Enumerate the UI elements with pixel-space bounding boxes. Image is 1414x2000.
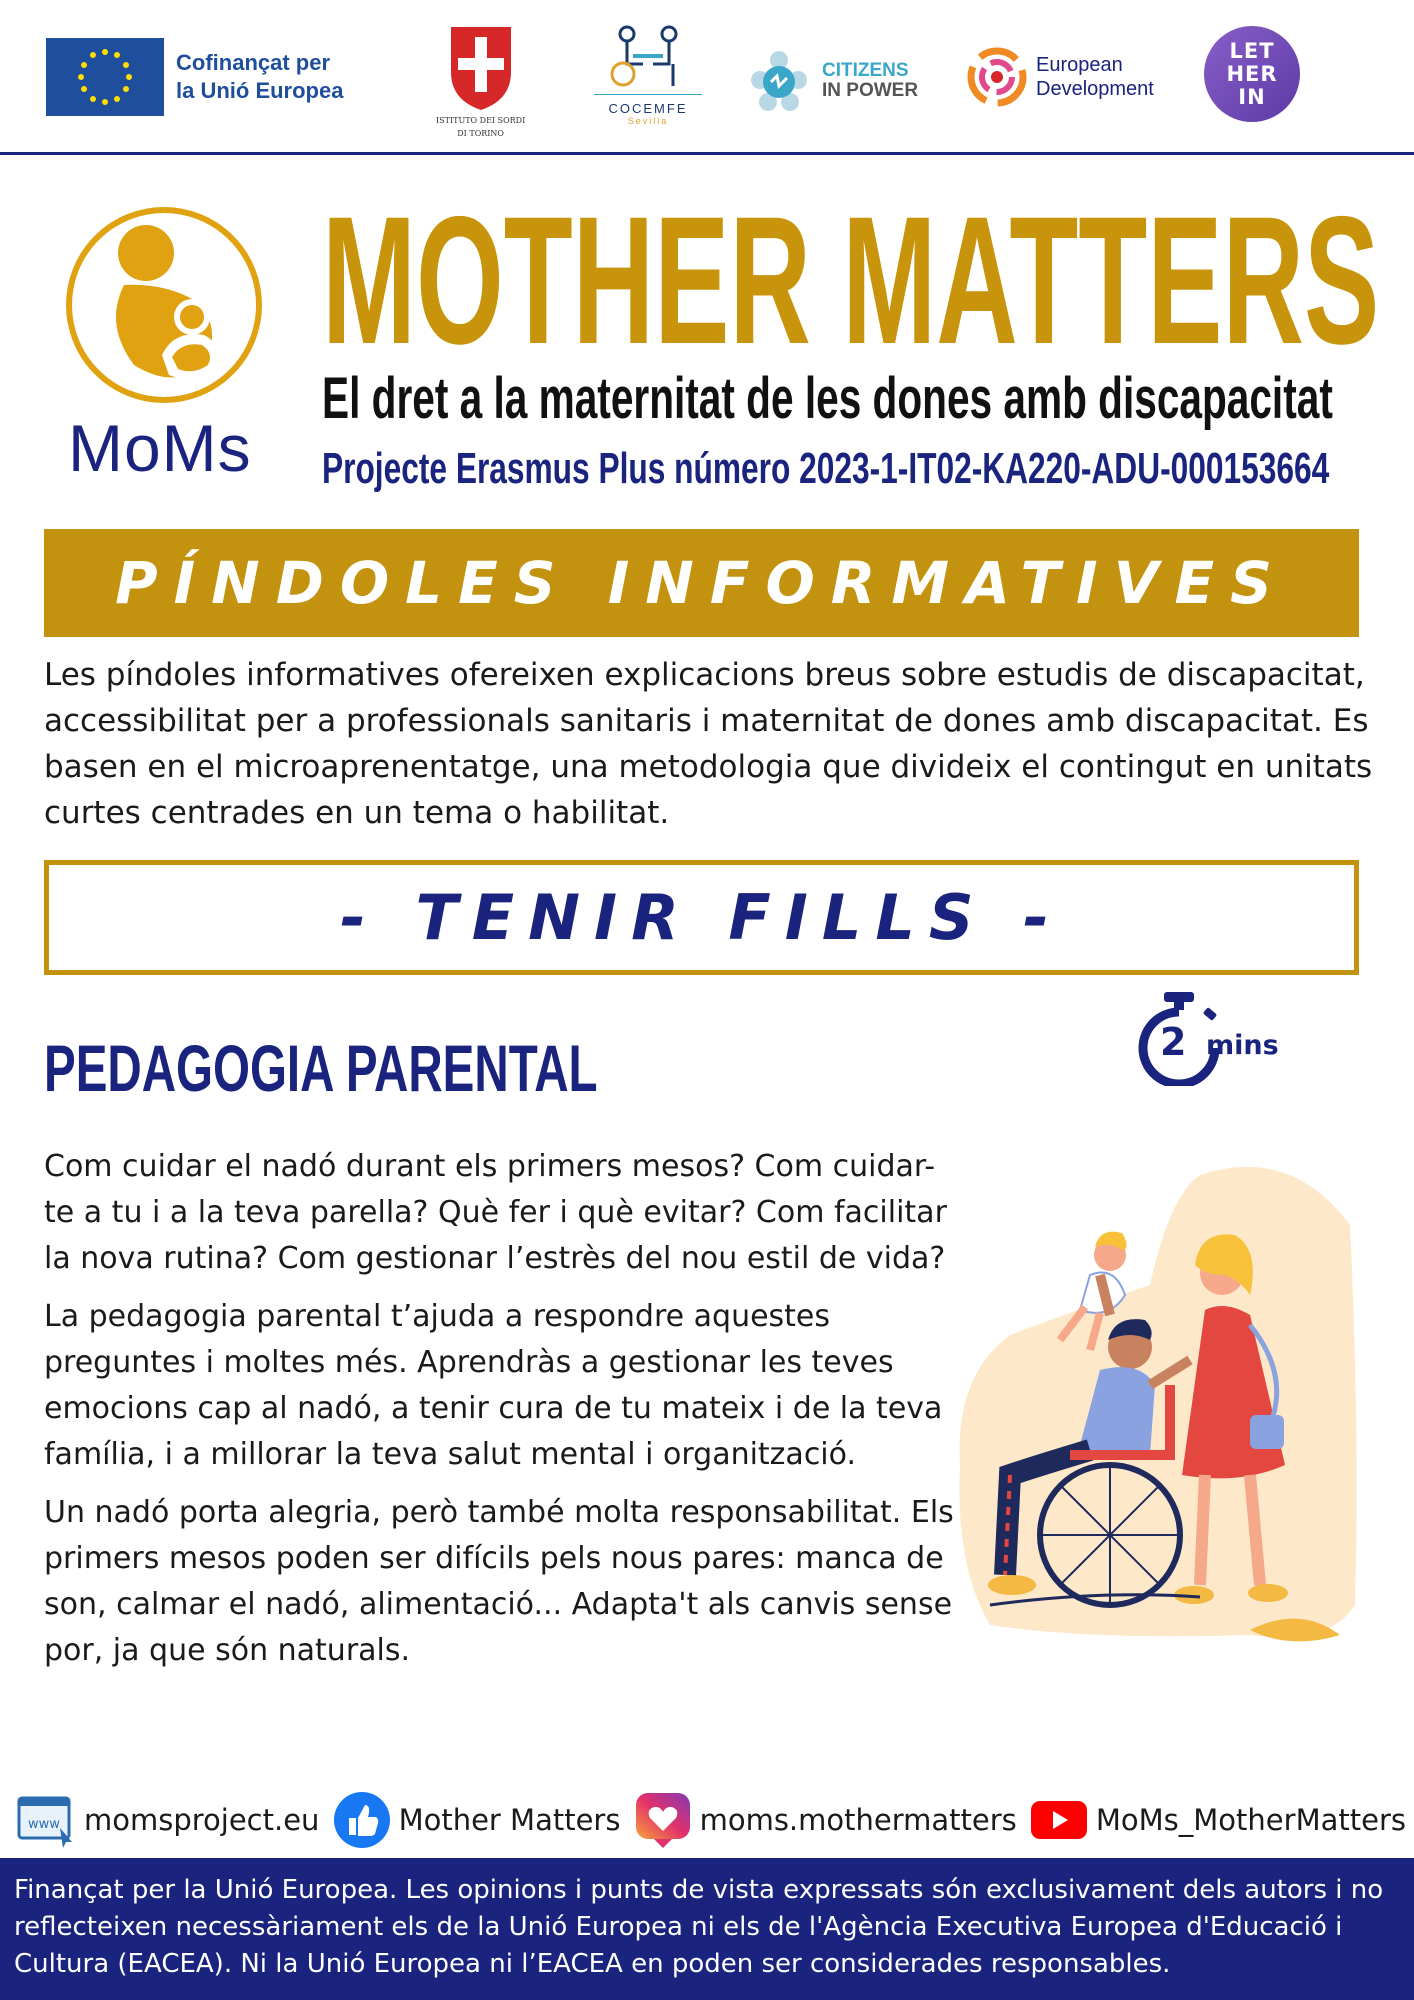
torino-shield-icon: [446, 22, 516, 112]
torino-caption-2: DI TORINO: [457, 129, 504, 138]
banner-label: PÍNDOLES INFORMATIVES: [115, 549, 1288, 617]
citizens-text: [822, 61, 918, 101]
citizens-line-2: IN POWER: [822, 80, 919, 101]
youtube-play-icon: [1030, 1799, 1088, 1841]
topic-label: - TENIR FILLS -: [340, 881, 1063, 954]
family-wheelchair-illustration: [950, 1135, 1360, 1655]
cocemfe-logo: [594, 24, 702, 126]
eudev-line-2: Development: [1036, 78, 1154, 100]
eudev-line-1: European: [1036, 54, 1123, 76]
section-body: [44, 1144, 964, 1686]
intro-paragraph: Les píndoles informatives ofereixen explicacions breus sobre estudis de discapacitat, accessibilitat per a professionals sanitaris i maternitat de dones amb discapacitat. Es basen en el microaprenentatge, una metodologia que divideix el contingut en unitats curtes centrades en un tema o habilitat.: [44, 657, 1373, 831]
disclaimer-text: Finançat per la Unió Europea. Les opinions i punts de vista expressats són exclusivament dels autors i no reflecteixen necessàriament els de la Unió Europea ni els de l'Agència Executiva Europea d'Educació i Cultura (EACEA). Ni la Unió Europea ni l’EACEA en poden ser considerades responsables.: [14, 1875, 1384, 1979]
moms-logo-text: MoMs: [68, 411, 252, 485]
citizens-line-1: CITIZENS: [822, 60, 909, 81]
youtube-label: MoMs_MotherMatters: [1095, 1803, 1406, 1837]
lether-line-1: LET: [1229, 38, 1275, 63]
section-banner: [44, 529, 1359, 637]
cocemfe-sub: Sevilla: [627, 116, 669, 126]
cocemfe-name: COCEMFE: [594, 94, 702, 116]
timer-number: 2: [1160, 1020, 1187, 1064]
instagram-heart-icon: [634, 1791, 692, 1849]
lether-line-2: HER: [1226, 61, 1278, 86]
body-paragraph-1: Com cuidar el nadó durant els primers mesos? Com cuidar-te a tu i a la teva parella? Què fer i què evitar? Com facilitar la nova rutina? Com gestionar l’estrès del nou estil de vida?: [44, 1149, 947, 1276]
european-development-swirl-icon: [966, 46, 1028, 108]
eu-cofunded-logo: [46, 38, 343, 116]
project-number: Projecte Erasmus Plus número 2023-1-IT02-KA220-ADU-000153664: [322, 444, 1330, 493]
youtube-link[interactable]: [1030, 1799, 1406, 1841]
body-paragraph-3: Un nadó porta alegria, però també molta responsabilitat. Els primers mesos poden ser difícils pels nous pares: manca de son, calmar el nadó, alimentació... Adapta't als canvis sense por, ja que són naturals.: [44, 1495, 954, 1668]
cocemfe-people-icon: [603, 24, 693, 88]
page-title: MOTHER MATTERS: [322, 178, 1380, 382]
instagram-link[interactable]: [634, 1791, 1017, 1849]
citizens-flower-icon: [744, 46, 814, 116]
torino-caption-1: ISTITUTO DEI SORDI: [436, 116, 526, 125]
partner-logo-strip: [0, 0, 1414, 155]
timer-unit: mins: [1206, 1029, 1279, 1061]
eu-cofunded-text: [176, 49, 343, 105]
social-links: [16, 1790, 1406, 1850]
instagram-label: moms.mothermatters: [699, 1803, 1017, 1837]
torino-logo: [436, 22, 525, 138]
european-development-text: [1036, 53, 1154, 101]
eu-line-1: Cofinançat per: [176, 50, 331, 75]
website-link[interactable]: [16, 1792, 319, 1848]
european-development-logo: [966, 46, 1154, 108]
topic-box: [44, 860, 1359, 975]
footer-disclaimer: [0, 1858, 1414, 2000]
citizens-in-power-logo: [744, 46, 918, 116]
eu-line-2: la Unió Europea: [176, 78, 344, 103]
reading-time-badge: [1134, 990, 1279, 1086]
lether-line-3: IN: [1238, 84, 1266, 109]
website-icon-text: www: [28, 1817, 60, 1832]
section-title: PEDAGOGIA PARENTAL: [44, 1031, 598, 1105]
let-her-in-logo: [1204, 26, 1300, 122]
mother-child-logo-icon: [64, 205, 264, 405]
page-subtitle: El dret a la maternitat de les dones amb discapacitat: [322, 366, 1333, 431]
website-icon: [16, 1792, 76, 1848]
facebook-link[interactable]: [333, 1791, 621, 1849]
facebook-like-icon: [333, 1791, 391, 1849]
facebook-label: Mother Matters: [398, 1803, 621, 1837]
body-paragraph-2: La pedagogia parental t’ajuda a respondre aquestes preguntes i moltes més. Aprendràs a gestionar les teves emocions cap al nadó, a tenir cura de tu mateix i de la teva família, i a millorar la teva salut mental i organització.: [44, 1299, 943, 1472]
eu-flag-icon: [46, 38, 164, 116]
website-label: momsproject.eu: [84, 1803, 320, 1837]
